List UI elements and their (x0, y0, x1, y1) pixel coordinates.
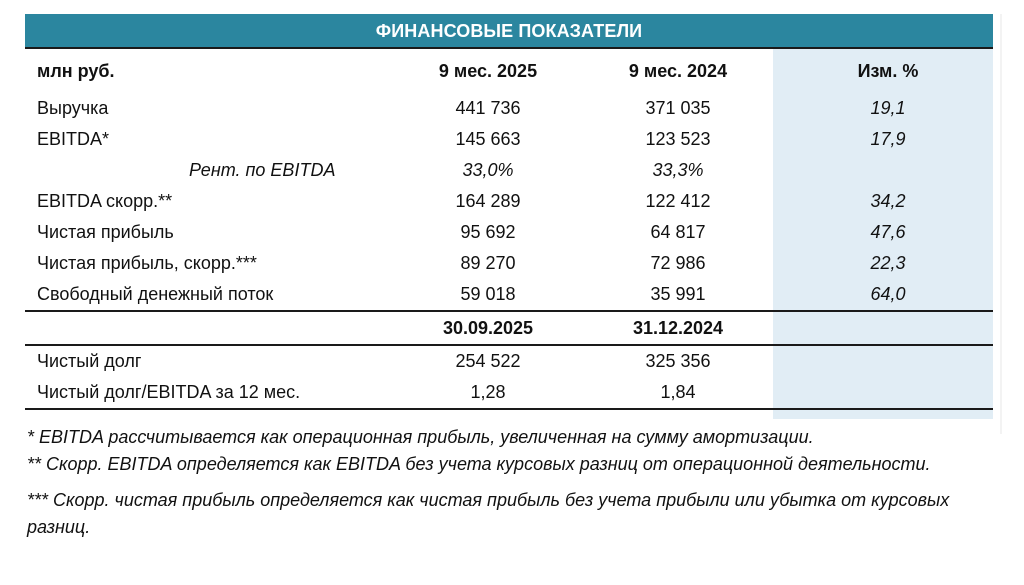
value-2025: 33,0% (462, 160, 514, 180)
footnote-adj-ebitda: ** Скорр. EBITDA определяется как EBITDA без учета курсовых разниц от операционной деятельности. (27, 454, 931, 474)
change-pct: 17,9 (870, 129, 906, 149)
value-2024: 371 035 (645, 98, 711, 118)
table-row-net-debt-ebitda (25, 377, 993, 410)
table-title: ФИНАНСОВЫЕ ПОКАЗАТЕЛИ (25, 14, 993, 49)
table-row-net-debt (25, 346, 993, 377)
date-header-2025: 30.09.2025 (442, 317, 534, 338)
table-row-adj-net-profit (25, 248, 993, 279)
value-2024: 72 986 (650, 253, 706, 273)
row-label: Свободный денежный поток (37, 284, 274, 304)
footnotes (27, 424, 1002, 541)
row-label: EBITDA* (37, 129, 110, 149)
row-label: Выручка (37, 98, 109, 118)
row-label: Чистый долг (37, 351, 142, 371)
value-2024: 64 817 (650, 222, 706, 242)
column-header-change: Изм. % (857, 60, 919, 81)
change-pct: 64,0 (870, 284, 906, 304)
value-2024: 1,84 (660, 382, 696, 402)
value-2024: 35 991 (650, 284, 706, 304)
unit-label: млн руб. (37, 60, 115, 81)
value-2024: 123 523 (645, 129, 711, 149)
change-pct: 47,6 (870, 222, 906, 242)
table-row-revenue (25, 93, 993, 124)
date-header-2024: 31.12.2024 (632, 317, 724, 338)
table-row-ebitda-margin (25, 155, 993, 186)
footnote-ebitda: * EBITDA рассчитывается как операционная прибыль, увеличенная на сумму амортизации. (27, 427, 814, 447)
table-row-net-profit (25, 217, 993, 248)
value-2025: 1,28 (470, 382, 506, 402)
footnote-adj-net-profit: *** Скорр. чистая прибыль определяется как чистая прибыль без учета прибыли или убытка от курсовых разниц. (27, 490, 950, 537)
value-2025: 441 736 (455, 98, 521, 118)
change-pct: 22,3 (870, 253, 906, 273)
row-label: Чистая прибыль (37, 222, 174, 242)
change-pct: 19,1 (870, 98, 906, 118)
table-row-ebitda (25, 124, 993, 155)
value-2024: 122 412 (645, 191, 711, 211)
value-2025: 95 692 (460, 222, 516, 242)
value-2025: 89 270 (460, 253, 516, 273)
change-pct: 34,2 (870, 191, 906, 211)
value-2024: 33,3% (652, 160, 704, 180)
row-label: Чистый долг/EBITDA за 12 мес. (37, 382, 301, 402)
value-2025: 164 289 (455, 191, 521, 211)
value-2024: 325 356 (645, 351, 711, 371)
row-label: EBITDA скорр.** (37, 191, 173, 211)
financial-table (25, 14, 993, 410)
value-2025: 254 522 (455, 351, 521, 371)
column-header-9m-2024: 9 мес. 2024 (628, 60, 728, 81)
column-header-9m-2025: 9 мес. 2025 (438, 60, 538, 81)
row-label: Чистая прибыль, скорр.*** (37, 253, 257, 273)
balance-date-header-row (25, 310, 993, 346)
value-2025: 145 663 (455, 129, 521, 149)
page-edge-shadow (1000, 14, 1002, 434)
table-header-row (25, 49, 993, 93)
table-row-adj-ebitda (25, 186, 993, 217)
row-label: Рент. по EBITDA (189, 160, 336, 180)
value-2025: 59 018 (460, 284, 516, 304)
table-row-fcf (25, 279, 993, 310)
